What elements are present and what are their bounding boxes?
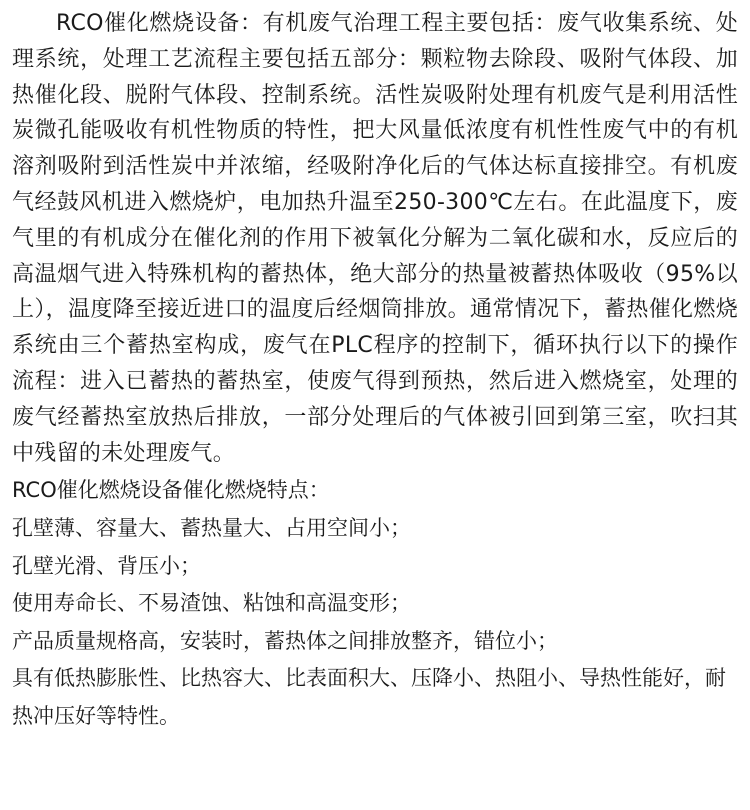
features-list	[12, 510, 738, 735]
intro-paragraph: RCO催化燃烧设备：有机废气治理工程主要包括：废气收集系统、处理系统，处理工艺流程主要包括五部分：颗粒物去除段、吸附气体段、加热催化段、脱附气体段、控制系统。活性炭吸附处理有机废气是利用活性炭微孔能吸收有机性物质的特性，把大风量低浓度有机性性废气中的有机溶剂吸附到活性炭中并浓缩，经吸附净化后的气体达标直接排空。有机废气经鼓风机进入燃烧炉，电加热升温至250-300℃左右。在此温度下，废气里的有机成分在催化剂的作用下被氧化分解为二氧化碳和水，反应后的高温烟气进入特殊机构的蓄热体，绝大部分的热量被蓄热体吸收（95%以上），温度降至接近进口的温度后经烟筒排放。通常情况下，蓄热催化燃烧系统由三个蓄热室构成，废气在PLC程序的控制下，循环执行以下的操作流程：进入已蓄热的蓄热室，使废气得到预热，然后进入燃烧室，处理的废气经蓄热室放热后排放，一部分处理后的气体被引回到第三室，吹扫其中残留的未处理废气。	[12, 11, 738, 466]
feature-item: 孔壁薄、容量大、蓄热量大、占用空间小；	[12, 516, 411, 541]
feature-item: 孔壁光滑、背压小；	[12, 553, 201, 578]
feature-item: 产品质量规格高，安装时，蓄热体之间排放整齐，错位小；	[12, 628, 558, 653]
feature-item: 使用寿命长、不易渣蚀、粘蚀和高温变形；	[12, 591, 411, 616]
features-heading: RCO催化燃烧设备催化燃烧特点：	[12, 478, 330, 503]
feature-item: 具有低热膨胀性、比热容大、比表面积大、压降小、热阻小、导热性能好，耐热冲压好等特性。	[12, 666, 726, 728]
